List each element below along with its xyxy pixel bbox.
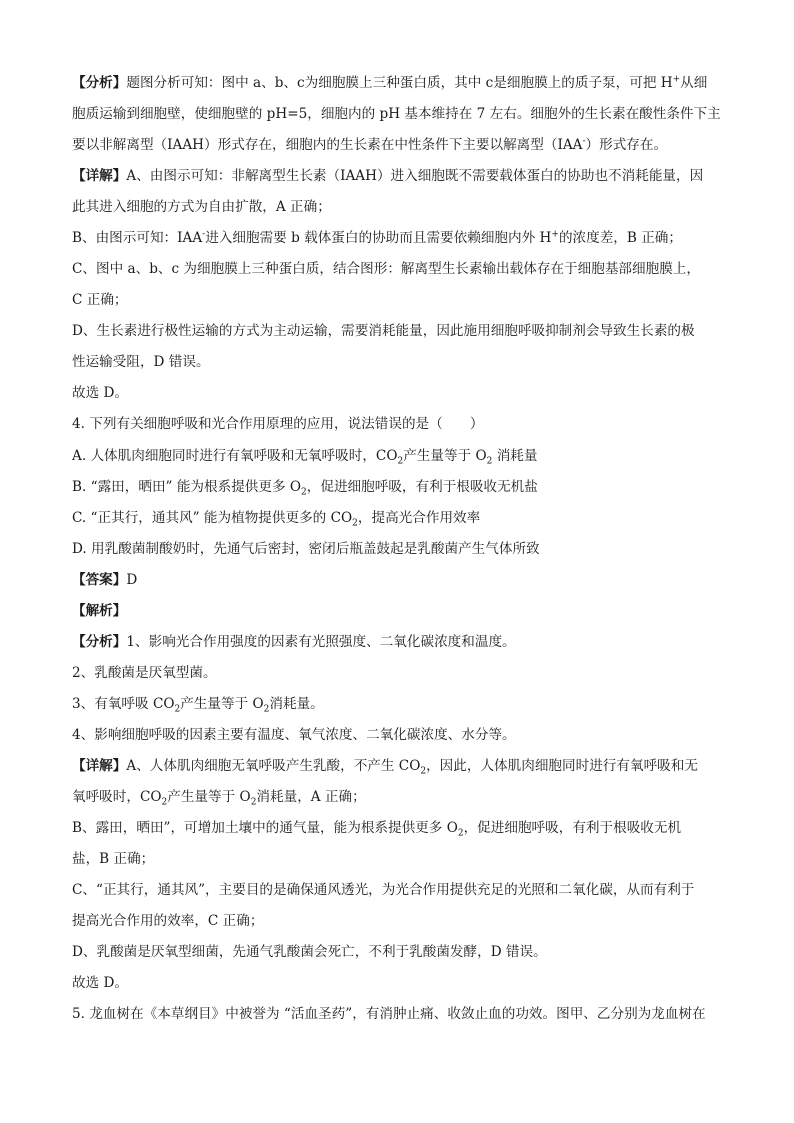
superscript: - bbox=[582, 136, 586, 147]
text-line bbox=[72, 787, 734, 807]
text-span: 氧呼吸时，CO bbox=[72, 789, 162, 805]
superscript: + bbox=[551, 229, 559, 240]
text-span: 消耗量，A 正确； bbox=[256, 789, 366, 805]
text-line bbox=[72, 601, 734, 621]
text-span: C 正确； bbox=[72, 292, 128, 308]
text-span: ，促进细胞呼吸，有利于根吸收无机 bbox=[463, 820, 682, 836]
text-line bbox=[72, 570, 734, 590]
text-span: 进入细胞需要 b 载体蛋白的协助而且需要依赖细胞内外 H bbox=[205, 230, 552, 246]
text-line bbox=[72, 663, 734, 683]
subscript: 2 bbox=[161, 797, 168, 808]
text-span: 性运输受阻，D 错误。 bbox=[72, 354, 210, 370]
text-span: 产生量等于 O bbox=[180, 696, 264, 712]
text-line bbox=[72, 73, 734, 93]
text-span: 1、影响光合作用强度的因素有光照强度、二氧化碳浓度和温度。 bbox=[126, 634, 516, 650]
text-span: 题图分析可知：图中 a、b、c为细胞膜上三种蛋白质，其中 c是细胞膜上的质子泵，可把 H bbox=[126, 75, 673, 91]
text-line bbox=[72, 508, 734, 528]
text-line bbox=[72, 849, 734, 869]
text-line bbox=[72, 539, 734, 559]
text-span: 4. 下列有关细胞呼吸和光合作用原理的应用，说法错误的是（ ） bbox=[72, 416, 484, 432]
text-line bbox=[72, 477, 734, 497]
text-span: C、“正其行，通其风”，主要目的是确保通风透光，为光合作用提供充足的光照和二氧化碳，从而有利于 bbox=[72, 882, 695, 898]
text-span: 产生量等于 O bbox=[403, 448, 487, 464]
section-label: 【分析】 bbox=[72, 75, 127, 91]
text-line bbox=[72, 880, 734, 900]
subscript: 2 bbox=[174, 704, 181, 715]
text-line bbox=[72, 414, 734, 434]
subscript: 2 bbox=[420, 766, 427, 777]
subscript: 2 bbox=[486, 456, 493, 467]
text-span: 4、影响细胞呼吸的因素主要有温度、氧气浓度、二氧化碳浓度、水分等。 bbox=[72, 727, 516, 743]
text-span: B. “露田，晒田” 能为根系提供更多 O bbox=[72, 479, 302, 495]
superscript: + bbox=[672, 74, 681, 85]
subscript: 2 bbox=[301, 487, 307, 498]
text-span: D、乳酸菌是厌氧型细菌，先通气乳酸菌会死亡，不利于乳酸菌发酵，D 错误。 bbox=[72, 944, 547, 960]
text-line bbox=[72, 446, 734, 466]
text-span: 消耗量 bbox=[492, 448, 538, 464]
text-line bbox=[72, 756, 734, 776]
text-span: ，因此，人体肌肉细胞同时进行有氧呼吸和无 bbox=[426, 758, 698, 774]
text-span: ，提高光合作用效率 bbox=[357, 510, 481, 526]
text-span: 故选 D。 bbox=[72, 385, 129, 401]
text-span: B、露田，晒田”，可增加土壤中的通气量，能为根系提供更多 O bbox=[72, 820, 458, 836]
text-line bbox=[72, 694, 734, 714]
subscript: 2 bbox=[352, 518, 358, 529]
text-line bbox=[72, 942, 734, 962]
text-line bbox=[72, 228, 734, 248]
text-span: A. 人体肌肉细胞同时进行有氧呼吸和无氧呼吸时，CO bbox=[72, 448, 398, 464]
text-line bbox=[72, 104, 734, 124]
text-span: 提高光合作用的效率，C 正确； bbox=[72, 913, 264, 929]
text-line bbox=[72, 259, 734, 279]
text-line bbox=[72, 911, 734, 931]
section-label: 【详解】 bbox=[72, 168, 127, 184]
subscript: 2 bbox=[457, 828, 464, 839]
text-span: C. “正其行，通其风” 能为植物提供更多的 CO bbox=[72, 510, 353, 526]
text-span: C、图中 a、b、c 为细胞膜上三种蛋白质，结合图形：解离型生长素输出载体存在于细胞基部细胞膜上， bbox=[72, 261, 700, 277]
text-span: 此其进入细胞的方式为自由扩散，A 正确； bbox=[72, 199, 331, 215]
text-span: 消耗量。 bbox=[269, 696, 324, 712]
text-span: B、由图示可知：IAA bbox=[72, 230, 203, 246]
text-line bbox=[72, 632, 734, 652]
text-span: D bbox=[126, 572, 138, 588]
text-line bbox=[72, 725, 734, 745]
text-line bbox=[72, 1004, 734, 1024]
section-label: 【解析】 bbox=[72, 603, 127, 619]
text-span: 产生量等于 O bbox=[167, 789, 251, 805]
text-span: 要以非解离型（IAAH）形式存在，细胞内的生长素在中性条件下主要以解离型（IAA bbox=[72, 137, 583, 153]
text-span: 胞质运输到细胞壁，使细胞壁的 pH=5，细胞内的 pH 基本维持在 7 左右。细胞外的生长素在酸性条件下主 bbox=[72, 106, 721, 122]
text-line bbox=[72, 135, 734, 155]
text-span: ，促进细胞呼吸，有利于根吸收无机盐 bbox=[306, 479, 538, 495]
text-span: 5. 龙血树在《本草纲目》中被誉为 “活血圣药”，有消肿止痛、收敛止血的功效。图甲、乙分别为龙血树在 bbox=[72, 1006, 706, 1022]
subscript: 2 bbox=[397, 456, 404, 467]
text-line bbox=[72, 290, 734, 310]
text-span: 故选 D。 bbox=[72, 975, 129, 991]
section-label: 【详解】 bbox=[72, 758, 127, 774]
text-span: A、由图示可知：非解离型生长素（IAAH）进入细胞既不需要载体蛋白的协助也不消耗能量，因 bbox=[126, 168, 704, 184]
text-line bbox=[72, 973, 734, 993]
text-span: 盐，B 正确； bbox=[72, 851, 155, 867]
subscript: 2 bbox=[250, 797, 257, 808]
section-label: 【分析】 bbox=[72, 634, 127, 650]
superscript: - bbox=[202, 229, 206, 240]
text-span: 的浓度差，B 正确； bbox=[558, 230, 682, 246]
text-line bbox=[72, 321, 734, 341]
subscript: 2 bbox=[263, 704, 270, 715]
text-span: 2、乳酸菌是厌氧型菌。 bbox=[72, 665, 217, 681]
text-line bbox=[72, 352, 734, 372]
text-span: ）形式存在。 bbox=[585, 137, 668, 153]
text-line bbox=[72, 383, 734, 403]
text-span: A、人体肌肉细胞无氧呼吸产生乳酸，不产生 CO bbox=[126, 758, 421, 774]
text-line bbox=[72, 197, 734, 217]
section-label: 【答案】 bbox=[72, 572, 127, 588]
text-span: 从细 bbox=[680, 75, 708, 91]
text-line bbox=[72, 818, 734, 838]
text-line bbox=[72, 166, 734, 186]
text-span: 3、有氧呼吸 CO bbox=[72, 696, 175, 712]
text-span: D. 用乳酸菌制酸奶时，先通气后密封，密闭后瓶盖鼓起是乳酸菌产生气体所致 bbox=[72, 541, 540, 557]
text-span: D、生长素进行极性运输的方式为主动运输，需要消耗能量，因此施用细胞呼吸抑制剂会导致生长素的极 bbox=[72, 323, 695, 339]
